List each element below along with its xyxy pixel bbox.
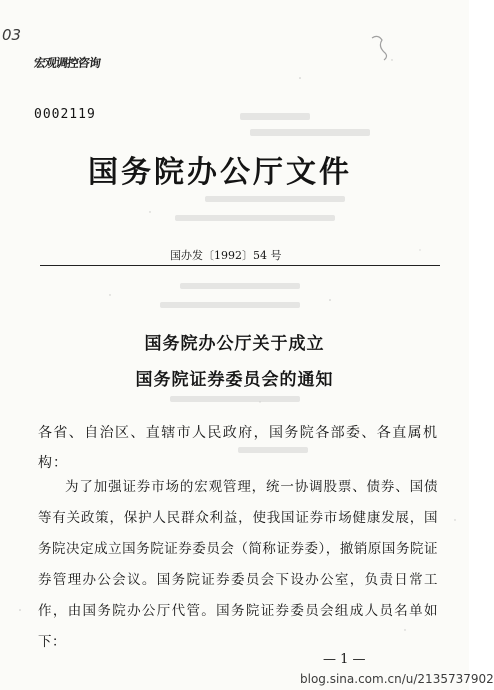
title-divider (40, 265, 440, 266)
issue-number: 国办发〔1992〕54 号 (170, 249, 282, 262)
watermark-url: blog.sina.com.cn/u/2135737902 (300, 672, 494, 686)
headline-line-2: 国务院证券委员会的通知 (135, 370, 334, 390)
body-paragraph-2: 国务院证券委员会组成人员名单如下： (38, 603, 439, 650)
stamp-label: 宏观调控咨询 (33, 56, 101, 70)
body-text (38, 472, 438, 658)
headline-line-1: 国务院办公厅关于成立 (144, 334, 325, 354)
document-title: 国务院办公厅文件 (88, 155, 352, 190)
document-number: 0002119 (34, 107, 96, 122)
body-paragraph-1: 为了加强证券市场的宏观管理，统一协调股票、债券、国债等有关政策，保护人民群众利益，使我国证券市场健康发展，国务院决定成立国务院证券委员会（简称证券委），撤销原国务院证券管理办公会议。国务院证券委员会下设办公室，负责日常工作，由国务院办公厅代管。 (38, 479, 438, 619)
handwritten-mark: 03 (2, 26, 22, 44)
page-number: — 1 — (323, 652, 366, 667)
addressees: 各省、自治区、直辖市人民政府，国务院各部委、各直属机构： (38, 425, 438, 471)
